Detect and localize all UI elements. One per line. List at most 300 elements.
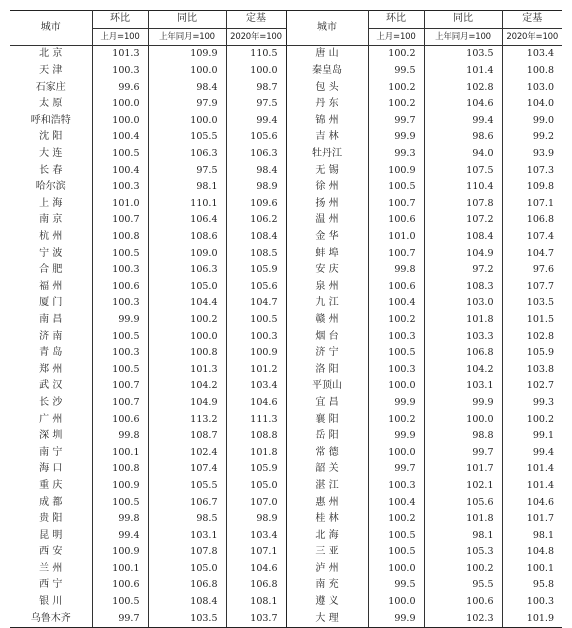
tongbi-value: 106.4 — [148, 212, 226, 229]
huanbi-value: 101.0 — [92, 196, 148, 213]
city-name: 北 海 — [286, 527, 368, 544]
table-row — [10, 494, 562, 511]
tongbi-value: 105.0 — [148, 561, 226, 578]
city-name: 贵 阳 — [39, 513, 63, 525]
tongbi-value: 105.5 — [148, 478, 226, 495]
table-row — [10, 196, 562, 213]
city-name: 青 岛 — [39, 347, 63, 359]
tongbi-value: 97.9 — [148, 96, 226, 113]
city-name: 遵 义 — [286, 594, 368, 611]
table-row — [10, 245, 562, 262]
city-name: 徐 州 — [286, 179, 368, 196]
dingji-value: 101.8 — [226, 444, 286, 461]
huanbi-value: 100.5 — [368, 527, 424, 544]
tongbi-value: 110.4 — [424, 179, 502, 196]
city-name: 郑 州 — [39, 363, 63, 375]
tongbi-value: 106.3 — [148, 262, 226, 279]
table-row — [10, 478, 562, 495]
city-name: 包 头 — [286, 79, 368, 96]
city-name: 南 京 — [39, 214, 63, 226]
dingji-value: 105.0 — [226, 478, 286, 495]
tongbi-value: 108.4 — [148, 594, 226, 611]
city-name: 海 口 — [39, 463, 63, 475]
tongbi-value: 98.6 — [424, 129, 502, 146]
huanbi-value: 100.3 — [92, 345, 148, 362]
tongbi-value: 108.6 — [148, 229, 226, 246]
dingji-value: 108.5 — [226, 245, 286, 262]
tongbi-value: 98.4 — [148, 79, 226, 96]
dingji-value: 103.5 — [502, 295, 562, 312]
dingji-value: 101.2 — [226, 361, 286, 378]
huanbi-value: 100.5 — [92, 328, 148, 345]
tongbi-value: 101.3 — [148, 361, 226, 378]
tongbi-value: 97.5 — [148, 162, 226, 179]
city-name: 韶 关 — [286, 461, 368, 478]
huanbi-value: 100.3 — [92, 63, 148, 80]
dingji-value: 100.8 — [502, 63, 562, 80]
city-name: 无 锡 — [286, 162, 368, 179]
tongbi-value: 107.8 — [424, 196, 502, 213]
city-name: 安 庆 — [286, 262, 368, 279]
price-index-table — [10, 10, 562, 628]
tongbi-value: 103.5 — [148, 610, 226, 627]
table-row — [10, 428, 562, 445]
huanbi-value: 100.8 — [92, 229, 148, 246]
city-name: 泸 州 — [286, 561, 368, 578]
tongbi-value: 108.7 — [148, 428, 226, 445]
tongbi-value: 106.3 — [148, 146, 226, 163]
tongbi-value: 102.4 — [148, 444, 226, 461]
city-name: 呼和浩特 — [30, 114, 71, 126]
huanbi-value: 100.0 — [368, 444, 424, 461]
city-name: 大 连 — [39, 148, 63, 160]
huanbi-value: 100.7 — [92, 395, 148, 412]
dingji-value: 105.9 — [226, 461, 286, 478]
dingji-value: 104.6 — [226, 561, 286, 578]
huanbi-value: 100.4 — [368, 494, 424, 511]
tongbi-value: 103.0 — [424, 295, 502, 312]
city-name: 银 川 — [39, 596, 63, 608]
city-name: 兰 州 — [39, 562, 63, 574]
tongbi-value: 104.2 — [424, 361, 502, 378]
header-tongbi-left: 同比 — [148, 11, 226, 29]
tongbi-value: 109.9 — [148, 46, 226, 63]
header-dingji-right: 定基 — [502, 11, 562, 29]
huanbi-value: 99.7 — [92, 610, 148, 627]
huanbi-value: 100.7 — [92, 378, 148, 395]
tongbi-value: 105.0 — [148, 279, 226, 296]
city-name: 桂 林 — [286, 511, 368, 528]
dingji-value: 109.8 — [502, 179, 562, 196]
dingji-value: 101.9 — [502, 610, 562, 627]
dingji-value: 104.7 — [502, 245, 562, 262]
table-row — [10, 395, 562, 412]
tongbi-value: 105.5 — [148, 129, 226, 146]
dingji-value: 93.9 — [502, 146, 562, 163]
dingji-value: 107.3 — [502, 162, 562, 179]
city-name: 赣 州 — [286, 312, 368, 329]
tongbi-value: 107.2 — [424, 212, 502, 229]
city-name: 惠 州 — [286, 494, 368, 511]
dingji-value: 100.1 — [502, 561, 562, 578]
tongbi-value: 100.6 — [424, 594, 502, 611]
tongbi-value: 106.8 — [148, 577, 226, 594]
city-name: 温 州 — [286, 212, 368, 229]
dingji-value: 108.4 — [226, 229, 286, 246]
tongbi-value: 101.7 — [424, 461, 502, 478]
city-name: 北 京 — [39, 48, 63, 60]
tongbi-value: 101.8 — [424, 312, 502, 329]
city-name: 扬 州 — [286, 196, 368, 213]
dingji-value: 107.4 — [502, 229, 562, 246]
huanbi-value: 100.3 — [92, 262, 148, 279]
tongbi-value: 107.8 — [148, 544, 226, 561]
city-name: 长 春 — [39, 164, 63, 176]
dingji-value: 99.1 — [502, 428, 562, 445]
table-row — [10, 411, 562, 428]
huanbi-value: 99.8 — [92, 511, 148, 528]
tongbi-value: 102.3 — [424, 610, 502, 627]
huanbi-value: 100.9 — [368, 162, 424, 179]
dingji-value: 105.9 — [502, 345, 562, 362]
city-name: 深 圳 — [39, 430, 63, 442]
header-tongbi-right: 同比 — [424, 11, 502, 29]
city-name: 广 州 — [39, 413, 63, 425]
city-name: 济 南 — [39, 330, 63, 342]
huanbi-value: 100.9 — [92, 478, 148, 495]
tongbi-value: 100.8 — [148, 345, 226, 362]
city-name: 湛 江 — [286, 478, 368, 495]
huanbi-value: 100.3 — [368, 361, 424, 378]
dingji-value: 98.4 — [226, 162, 286, 179]
huanbi-value: 100.3 — [368, 328, 424, 345]
city-name: 金 华 — [286, 229, 368, 246]
city-name: 厦 门 — [39, 297, 63, 309]
dingji-value: 101.7 — [502, 511, 562, 528]
city-name: 济 宁 — [286, 345, 368, 362]
huanbi-value: 99.8 — [92, 428, 148, 445]
tongbi-value: 99.7 — [424, 444, 502, 461]
huanbi-value: 100.2 — [368, 46, 424, 63]
table-row — [10, 162, 562, 179]
tongbi-value: 108.4 — [424, 229, 502, 246]
table-row — [10, 544, 562, 561]
header-dingji-sub-left: 2020年=100 — [226, 28, 286, 46]
city-name: 西 宁 — [39, 579, 63, 591]
table-row — [10, 179, 562, 196]
tongbi-value: 103.1 — [424, 378, 502, 395]
header-city-right: 城市 — [286, 11, 368, 46]
city-name: 岳 阳 — [286, 428, 368, 445]
huanbi-value: 100.7 — [368, 245, 424, 262]
tongbi-value: 99.9 — [424, 395, 502, 412]
city-name: 南 充 — [286, 577, 368, 594]
huanbi-value: 99.6 — [92, 79, 148, 96]
tongbi-value: 100.2 — [424, 561, 502, 578]
tongbi-value: 108.3 — [424, 279, 502, 296]
city-name: 成 都 — [39, 496, 63, 508]
tongbi-value: 104.2 — [148, 378, 226, 395]
tongbi-value: 98.1 — [424, 527, 502, 544]
dingji-value: 99.0 — [502, 113, 562, 130]
huanbi-value: 99.3 — [368, 146, 424, 163]
dingji-value: 97.6 — [502, 262, 562, 279]
huanbi-value: 100.1 — [92, 444, 148, 461]
tongbi-value: 98.5 — [148, 511, 226, 528]
huanbi-value: 99.7 — [368, 113, 424, 130]
city-name: 锦 州 — [286, 113, 368, 130]
tongbi-value: 106.7 — [148, 494, 226, 511]
city-name: 上 海 — [39, 197, 63, 209]
city-name: 昆 明 — [39, 529, 63, 541]
table-row — [10, 229, 562, 246]
dingji-value: 100.2 — [502, 411, 562, 428]
dingji-value: 106.8 — [226, 577, 286, 594]
huanbi-value: 100.4 — [92, 129, 148, 146]
table-row — [10, 444, 562, 461]
city-name: 大 理 — [286, 610, 368, 627]
table-row — [10, 129, 562, 146]
table-body — [10, 46, 562, 628]
dingji-value: 110.5 — [226, 46, 286, 63]
city-name: 丹 东 — [286, 96, 368, 113]
table-row — [10, 96, 562, 113]
tongbi-value: 102.8 — [424, 79, 502, 96]
huanbi-value: 100.2 — [368, 411, 424, 428]
huanbi-value: 100.5 — [92, 361, 148, 378]
dingji-value: 107.0 — [226, 494, 286, 511]
huanbi-value: 100.3 — [368, 478, 424, 495]
table-row — [10, 262, 562, 279]
huanbi-value: 100.5 — [92, 146, 148, 163]
huanbi-value: 100.6 — [92, 411, 148, 428]
dingji-value: 101.5 — [502, 312, 562, 329]
huanbi-value: 99.5 — [368, 577, 424, 594]
city-name: 吉 林 — [286, 129, 368, 146]
huanbi-value: 99.9 — [368, 610, 424, 627]
tongbi-value: 102.1 — [424, 478, 502, 495]
city-name: 南 昌 — [39, 313, 63, 325]
huanbi-value: 100.0 — [92, 113, 148, 130]
huanbi-value: 100.9 — [92, 544, 148, 561]
tongbi-value: 105.3 — [424, 544, 502, 561]
dingji-value: 100.3 — [226, 328, 286, 345]
tongbi-value: 104.9 — [424, 245, 502, 262]
header-tongbi-sub-left: 上年同月=100 — [148, 28, 226, 46]
tongbi-value: 113.2 — [148, 411, 226, 428]
city-name: 洛 阳 — [286, 361, 368, 378]
tongbi-value: 97.2 — [424, 262, 502, 279]
dingji-value: 97.5 — [226, 96, 286, 113]
huanbi-value: 99.9 — [368, 395, 424, 412]
table-row — [10, 511, 562, 528]
dingji-value: 103.4 — [226, 378, 286, 395]
tongbi-value: 104.6 — [424, 96, 502, 113]
table-row — [10, 610, 562, 627]
dingji-value: 102.7 — [502, 378, 562, 395]
city-name: 太 原 — [39, 98, 63, 110]
city-name: 哈尔滨 — [35, 181, 66, 193]
table-row — [10, 212, 562, 229]
tongbi-value: 100.0 — [148, 328, 226, 345]
dingji-value: 105.6 — [226, 129, 286, 146]
dingji-value: 100.9 — [226, 345, 286, 362]
huanbi-value: 99.9 — [368, 428, 424, 445]
tongbi-value: 104.9 — [148, 395, 226, 412]
huanbi-value: 100.6 — [92, 577, 148, 594]
tongbi-value: 99.4 — [424, 113, 502, 130]
city-name: 长 沙 — [39, 396, 63, 408]
tongbi-value: 94.0 — [424, 146, 502, 163]
city-name: 烟 台 — [286, 328, 368, 345]
huanbi-value: 100.7 — [92, 212, 148, 229]
dingji-value: 106.2 — [226, 212, 286, 229]
dingji-value: 108.1 — [226, 594, 286, 611]
dingji-value: 103.7 — [226, 610, 286, 627]
city-name: 乌鲁木齐 — [10, 610, 92, 627]
huanbi-value: 99.9 — [92, 312, 148, 329]
header-tongbi-sub-right: 上年同月=100 — [424, 28, 502, 46]
table-row — [10, 345, 562, 362]
huanbi-value: 100.3 — [92, 295, 148, 312]
dingji-value: 98.7 — [226, 79, 286, 96]
city-name: 合 肥 — [39, 264, 63, 276]
tongbi-value: 95.5 — [424, 577, 502, 594]
header-dingji-sub-right: 2020年=100 — [502, 28, 562, 46]
dingji-value: 105.6 — [226, 279, 286, 296]
tongbi-value: 104.4 — [148, 295, 226, 312]
city-name: 襄 阳 — [286, 411, 368, 428]
table-row — [10, 279, 562, 296]
tongbi-value: 100.0 — [148, 113, 226, 130]
city-name: 三 亚 — [286, 544, 368, 561]
table-row — [10, 577, 562, 594]
huanbi-value: 99.7 — [368, 461, 424, 478]
dingji-value: 107.1 — [502, 196, 562, 213]
dingji-value: 98.9 — [226, 179, 286, 196]
table-row — [10, 312, 562, 329]
huanbi-value: 100.5 — [92, 245, 148, 262]
city-name: 石家庄 — [35, 81, 66, 93]
dingji-value: 104.6 — [502, 494, 562, 511]
city-name: 秦皇岛 — [286, 63, 368, 80]
huanbi-value: 100.6 — [92, 279, 148, 296]
huanbi-value: 101.0 — [368, 229, 424, 246]
dingji-value: 99.4 — [226, 113, 286, 130]
huanbi-value: 100.0 — [368, 594, 424, 611]
huanbi-value: 100.5 — [368, 179, 424, 196]
dingji-value: 104.8 — [502, 544, 562, 561]
table-row — [10, 46, 562, 63]
dingji-value: 98.1 — [502, 527, 562, 544]
huanbi-value: 101.3 — [92, 46, 148, 63]
tongbi-value: 100.0 — [148, 63, 226, 80]
dingji-value: 111.3 — [226, 411, 286, 428]
dingji-value: 98.9 — [226, 511, 286, 528]
huanbi-value: 100.0 — [368, 378, 424, 395]
table-row — [10, 461, 562, 478]
city-name: 福 州 — [39, 280, 63, 292]
header-row-1 — [10, 11, 562, 29]
tongbi-value: 103.1 — [148, 527, 226, 544]
huanbi-value: 100.5 — [92, 594, 148, 611]
tongbi-value: 98.1 — [148, 179, 226, 196]
tongbi-value: 100.0 — [424, 411, 502, 428]
huanbi-value: 100.6 — [368, 279, 424, 296]
table-row — [10, 113, 562, 130]
huanbi-value: 99.4 — [92, 527, 148, 544]
dingji-value: 102.8 — [502, 328, 562, 345]
huanbi-value: 99.8 — [368, 262, 424, 279]
tongbi-value: 103.5 — [424, 46, 502, 63]
tongbi-value: 101.4 — [424, 63, 502, 80]
table-row — [10, 527, 562, 544]
table-row — [10, 328, 562, 345]
table-row — [10, 79, 562, 96]
city-name: 平顶山 — [286, 378, 368, 395]
tongbi-value: 98.8 — [424, 428, 502, 445]
tongbi-value: 106.8 — [424, 345, 502, 362]
huanbi-value: 100.2 — [368, 511, 424, 528]
city-name: 唐 山 — [286, 46, 368, 63]
header-dingji-left: 定基 — [226, 11, 286, 29]
huanbi-value: 100.2 — [368, 79, 424, 96]
dingji-value: 105.9 — [226, 262, 286, 279]
header-city-left: 城市 — [10, 11, 92, 46]
dingji-value: 109.6 — [226, 196, 286, 213]
tongbi-value: 100.2 — [148, 312, 226, 329]
dingji-value: 100.0 — [226, 63, 286, 80]
dingji-value: 100.5 — [226, 312, 286, 329]
dingji-value: 106.8 — [502, 212, 562, 229]
tongbi-value: 101.8 — [424, 511, 502, 528]
huanbi-value: 100.2 — [368, 96, 424, 113]
dingji-value: 106.3 — [226, 146, 286, 163]
huanbi-value: 100.8 — [92, 461, 148, 478]
dingji-value: 103.4 — [502, 46, 562, 63]
dingji-value: 101.4 — [502, 478, 562, 495]
city-name: 南 宁 — [39, 446, 63, 458]
city-name: 泉 州 — [286, 279, 368, 296]
tongbi-value: 107.5 — [424, 162, 502, 179]
huanbi-value: 100.4 — [368, 295, 424, 312]
table-row — [10, 295, 562, 312]
table-row — [10, 361, 562, 378]
table-row — [10, 594, 562, 611]
huanbi-value: 100.5 — [92, 494, 148, 511]
tongbi-value: 110.1 — [148, 196, 226, 213]
huanbi-value: 100.3 — [92, 179, 148, 196]
tongbi-value: 103.3 — [424, 328, 502, 345]
dingji-value: 107.1 — [226, 544, 286, 561]
table-row — [10, 63, 562, 80]
huanbi-value: 100.0 — [368, 561, 424, 578]
dingji-value: 100.3 — [502, 594, 562, 611]
city-name: 西 安 — [39, 546, 63, 558]
city-name: 重 庆 — [39, 479, 63, 491]
header-huanbi-sub-left: 上月=100 — [92, 28, 148, 46]
header-huanbi-sub-right: 上月=100 — [368, 28, 424, 46]
dingji-value: 104.7 — [226, 295, 286, 312]
dingji-value: 99.2 — [502, 129, 562, 146]
huanbi-value: 100.7 — [368, 196, 424, 213]
tongbi-value: 107.4 — [148, 461, 226, 478]
table-row — [10, 561, 562, 578]
tongbi-value: 109.0 — [148, 245, 226, 262]
dingji-value: 108.8 — [226, 428, 286, 445]
huanbi-value: 100.5 — [368, 544, 424, 561]
city-name: 常 德 — [286, 444, 368, 461]
